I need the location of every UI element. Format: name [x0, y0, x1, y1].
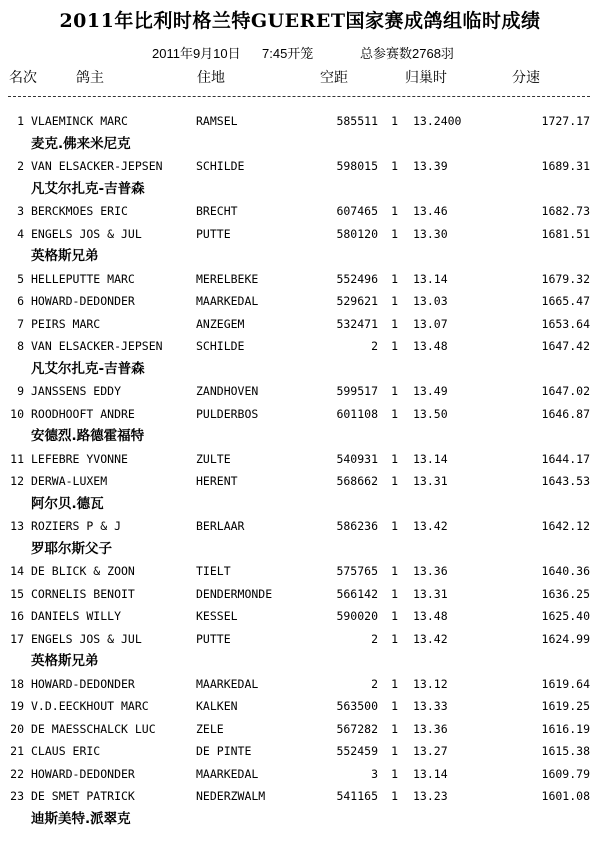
rank: 8 [17, 339, 24, 353]
arrival-time: 13.03 [413, 294, 448, 308]
speed: 1682.73 [541, 204, 590, 218]
owner-address: SCHILDE [196, 159, 245, 173]
owner-name: DE BLICK & ZOON [31, 564, 135, 578]
rank: 5 [17, 271, 24, 286]
header-address: 住地 [197, 69, 225, 85]
speed: 1609.79 [541, 766, 590, 781]
owner-name: HOWARD-DEDONDER [31, 294, 135, 308]
distance: 2 [371, 676, 378, 691]
result-row [0, 605, 600, 628]
pigeon-count: 1 [391, 384, 398, 398]
owner-address: PUTTE [196, 631, 231, 646]
distance: 590020 [336, 609, 378, 623]
rank: 15 [10, 586, 24, 601]
arrival-time: 13.42 [413, 631, 448, 646]
owner-address: ANZEGEM [196, 316, 245, 331]
result-row [0, 470, 600, 493]
pigeon-count: 1 [391, 294, 398, 308]
owner-chinese-name: 罗耶尔斯父子 [31, 540, 112, 557]
speed: 1653.64 [541, 316, 590, 331]
owner-name: DANIELS WILLY [31, 609, 122, 623]
result-row [0, 313, 600, 336]
result-row [0, 628, 600, 651]
owner-address: PUTTE [196, 226, 231, 241]
distance: 529621 [336, 294, 378, 308]
distance: 580120 [336, 226, 378, 241]
pigeon-count: 1 [391, 631, 398, 646]
owner-address: ZELE [196, 721, 224, 736]
owner-address: ZULTE [196, 451, 231, 466]
pigeon-count: 1 [391, 451, 398, 466]
pigeon-count: 1 [391, 204, 398, 218]
speed: 1601.08 [541, 789, 590, 803]
owner-address: KALKEN [196, 699, 238, 713]
distance: 552459 [336, 744, 378, 758]
result-row [0, 740, 600, 763]
owner-address: DENDERMONDE [196, 586, 273, 601]
rank: 23 [10, 789, 24, 803]
owner-chinese-name: 阿尔贝.德瓦 [31, 495, 104, 512]
owner-chinese-name: 麦克.佛来米尼克 [31, 135, 131, 152]
rank: 2 [17, 159, 24, 173]
result-row [0, 448, 600, 471]
rank: 19 [10, 699, 24, 713]
owner-address: RAMSEL [196, 114, 238, 128]
result-row [0, 763, 600, 786]
rank: 18 [10, 676, 24, 691]
result-row [0, 155, 600, 178]
result-row [0, 583, 600, 606]
owner-name: BERCKMOES ERIC [31, 204, 128, 218]
arrival-time: 13.27 [413, 744, 448, 758]
owner-address: BRECHT [196, 204, 238, 218]
speed: 1646.87 [541, 406, 590, 421]
owner-name: ENGELS JOS & JUL [31, 226, 142, 241]
owner-address: NEDERZWALM [196, 789, 266, 803]
rank: 14 [10, 564, 24, 578]
result-row [0, 110, 600, 133]
header-arrival: 归巢时 [405, 69, 447, 85]
arrival-time: 13.23 [413, 789, 448, 803]
pigeon-count: 1 [391, 721, 398, 736]
pigeon-count: 1 [391, 789, 398, 803]
speed: 1643.53 [541, 474, 590, 488]
owner-address: PULDERBOS [196, 406, 259, 421]
rank: 11 [10, 451, 24, 466]
arrival-time: 13.49 [413, 384, 448, 398]
header-rank: 名次 [9, 69, 37, 85]
distance: 567282 [336, 721, 378, 736]
result-row [0, 335, 600, 358]
owner-chinese-name: 凡艾尔扎克-吉普森 [31, 360, 145, 377]
owner-name: HOWARD-DEDONDER [31, 766, 135, 781]
pigeon-count: 1 [391, 159, 398, 173]
pigeon-count: 1 [391, 226, 398, 241]
race-date: 2011年9月10日 [152, 46, 241, 61]
owner-name: JANSSENS EDDY [31, 384, 122, 398]
owner-name: DE MAESSCHALCK LUC [31, 721, 156, 736]
distance: 563500 [336, 699, 378, 713]
owner-name: ROZIERS P & J [31, 519, 122, 533]
pigeon-count: 1 [391, 316, 398, 331]
owner-address: SCHILDE [196, 339, 245, 353]
rank: 10 [10, 406, 24, 421]
owner-name: VAN ELSACKER-JEPSEN [31, 159, 163, 173]
speed: 1624.99 [541, 631, 590, 646]
owner-name: VLAEMINCK MARC [31, 114, 128, 128]
rank: 12 [10, 474, 24, 488]
distance: 566142 [336, 586, 378, 601]
owner-address: MAARKEDAL [196, 766, 259, 781]
rank: 7 [17, 316, 24, 331]
arrival-time: 13.14 [413, 766, 448, 781]
distance: 575765 [336, 564, 378, 578]
owner-address: ZANDHOVEN [196, 384, 259, 398]
arrival-time: 13.36 [413, 721, 448, 736]
owner-address: MERELBEKE [196, 271, 259, 286]
distance: 2 [371, 339, 378, 353]
owner-address: DE PINTE [196, 744, 252, 758]
release-time: 7:45开笼 [262, 46, 314, 61]
pigeon-count: 1 [391, 564, 398, 578]
result-row [0, 673, 600, 696]
owner-name: DE SMET PATRICK [31, 789, 135, 803]
pigeon-count: 1 [391, 114, 398, 128]
speed: 1689.31 [541, 159, 590, 173]
arrival-time: 13.31 [413, 586, 448, 601]
distance: 607465 [336, 204, 378, 218]
owner-chinese-name: 凡艾尔扎克-吉普森 [31, 180, 145, 197]
owner-chinese-name: 迪斯美特.派翠克 [31, 810, 131, 827]
header-speed: 分速 [512, 69, 540, 85]
rank: 4 [17, 226, 24, 241]
owner-name: ENGELS JOS & JUL [31, 631, 142, 646]
rank: 17 [10, 631, 24, 646]
arrival-time: 13.48 [413, 609, 448, 623]
speed: 1681.51 [541, 226, 590, 241]
speed: 1647.02 [541, 384, 590, 398]
rank: 21 [10, 744, 24, 758]
speed: 1640.36 [541, 564, 590, 578]
distance: 568662 [336, 474, 378, 488]
result-row [0, 718, 600, 741]
owner-address: MAARKEDAL [196, 294, 259, 308]
header-distance: 空距 [320, 69, 348, 85]
rank: 13 [10, 519, 24, 533]
arrival-time: 13.33 [413, 699, 448, 713]
distance: 598015 [336, 159, 378, 173]
distance: 585511 [336, 114, 378, 128]
result-row [0, 200, 600, 223]
speed: 1636.25 [541, 586, 590, 601]
pigeon-count: 1 [391, 339, 398, 353]
owner-name: CORNELIS BENOIT [31, 586, 135, 601]
distance: 586236 [336, 519, 378, 533]
rank: 3 [17, 204, 24, 218]
distance: 541165 [336, 789, 378, 803]
pigeon-count: 1 [391, 699, 398, 713]
arrival-time: 13.31 [413, 474, 448, 488]
pigeon-count: 1 [391, 474, 398, 488]
page-title: 2011年比利时格兰特GUERET国家赛成鸽组临时成绩 [59, 10, 541, 32]
rank: 1 [17, 114, 24, 128]
pigeon-count: 1 [391, 609, 398, 623]
distance: 532471 [336, 316, 378, 331]
owner-name: HOWARD-DEDONDER [31, 676, 135, 691]
arrival-time: 13.36 [413, 564, 448, 578]
owner-chinese-name: 英格斯兄弟 [31, 248, 99, 264]
arrival-time: 13.30 [413, 226, 448, 241]
arrival-time: 13.12 [413, 676, 448, 691]
speed: 1647.42 [541, 339, 590, 353]
arrival-time: 13.14 [413, 451, 448, 466]
owner-name: HELLEPUTTE MARC [31, 271, 135, 286]
arrival-time: 13.39 [413, 159, 448, 173]
pigeon-count: 1 [391, 519, 398, 533]
owner-name: V.D.EECKHOUT MARC [31, 699, 149, 713]
arrival-time: 13.42 [413, 519, 448, 533]
pigeon-count: 1 [391, 676, 398, 691]
speed: 1644.17 [541, 451, 590, 466]
owner-name: ROODHOOFT ANDRE [31, 406, 135, 421]
owner-name: LEFEBRE YVONNE [31, 451, 128, 466]
pigeon-count: 1 [391, 406, 398, 421]
total-entries: 总参赛数2768羽 [360, 46, 454, 61]
result-row [0, 403, 600, 426]
speed: 1679.32 [541, 271, 590, 286]
speed: 1615.38 [541, 744, 590, 758]
owner-name: VAN ELSACKER-JEPSEN [31, 339, 163, 353]
arrival-time: 13.2400 [413, 114, 462, 128]
result-row [0, 515, 600, 538]
rank: 16 [10, 609, 24, 623]
owner-address: MAARKEDAL [196, 676, 259, 691]
distance: 540931 [336, 451, 378, 466]
distance: 2 [371, 631, 378, 646]
result-row [0, 290, 600, 313]
speed: 1665.47 [541, 294, 590, 308]
result-row [0, 560, 600, 583]
header-divider [8, 96, 590, 97]
speed: 1616.19 [541, 721, 590, 736]
pigeon-count: 1 [391, 271, 398, 286]
owner-chinese-name: 英格斯兄弟 [31, 653, 99, 669]
speed: 1619.64 [541, 676, 590, 691]
rank: 9 [17, 384, 24, 398]
speed: 1642.12 [541, 519, 590, 533]
arrival-time: 13.48 [413, 339, 448, 353]
results-list [0, 110, 600, 830]
result-row [0, 785, 600, 808]
owner-name: DERWA-LUXEM [31, 474, 108, 488]
owner-name: CLAUS ERIC [31, 744, 101, 758]
distance: 599517 [336, 384, 378, 398]
rank: 20 [10, 721, 24, 736]
distance: 552496 [336, 271, 378, 286]
result-row [0, 380, 600, 403]
arrival-time: 13.50 [413, 406, 448, 421]
owner-address: TIELT [196, 564, 231, 578]
owner-name: PEIRS MARC [31, 316, 101, 331]
pigeon-count: 1 [391, 586, 398, 601]
owner-address: HERENT [196, 474, 238, 488]
header-owner: 鸽主 [76, 69, 104, 85]
arrival-time: 13.14 [413, 271, 448, 286]
arrival-time: 13.46 [413, 204, 448, 218]
rank: 22 [10, 766, 24, 781]
owner-address: KESSEL [196, 609, 238, 623]
owner-address: BERLAAR [196, 519, 245, 533]
distance: 3 [371, 766, 378, 781]
rank: 6 [17, 294, 24, 308]
result-row [0, 268, 600, 291]
result-row [0, 695, 600, 718]
arrival-time: 13.07 [413, 316, 448, 331]
speed: 1727.17 [541, 114, 590, 128]
speed: 1625.40 [541, 609, 590, 623]
speed: 1619.25 [541, 699, 590, 713]
owner-chinese-name: 安德烈.路德霍福特 [31, 428, 145, 444]
result-row [0, 223, 600, 246]
distance: 601108 [336, 406, 378, 421]
pigeon-count: 1 [391, 744, 398, 758]
pigeon-count: 1 [391, 766, 398, 781]
